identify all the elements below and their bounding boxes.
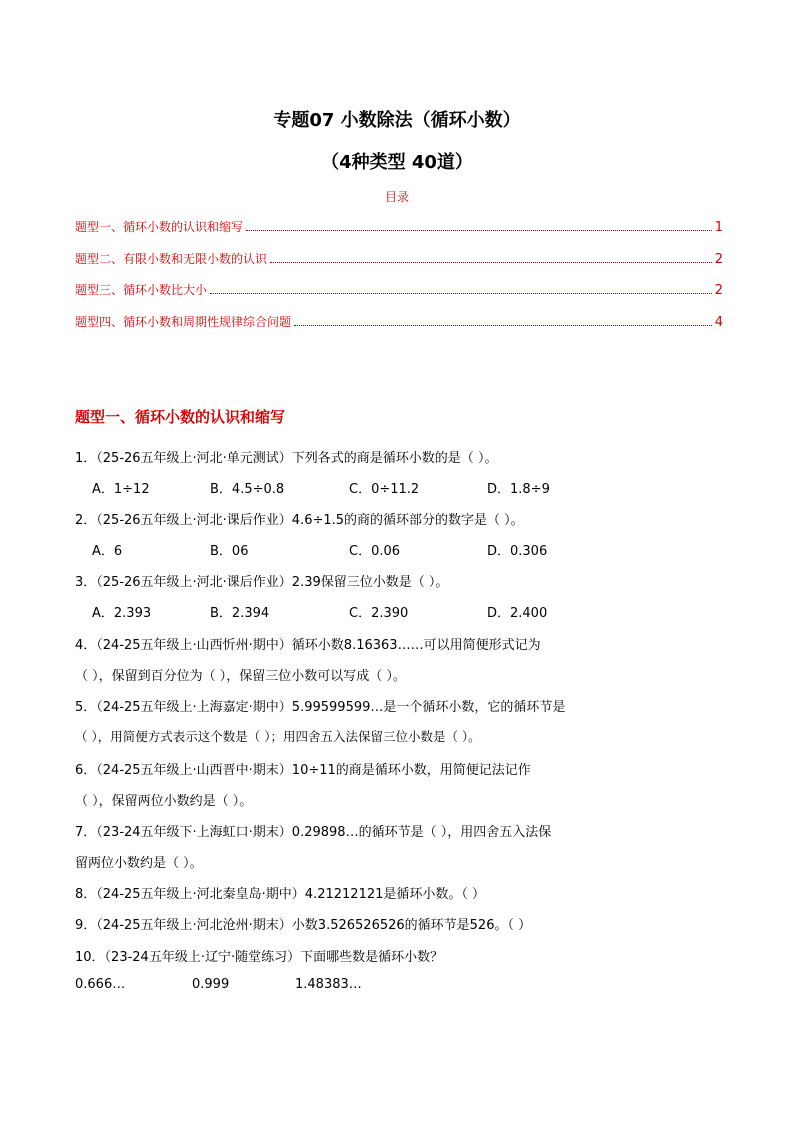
toc-item-2[interactable]: [75, 250, 723, 282]
toc-item-page: 2: [714, 283, 723, 298]
toc-leader-dots: [246, 230, 712, 231]
question-3: 3．（25-26五年级上·河北·课后作业）2.39̇保留三位小数是（ ）。: [75, 575, 449, 590]
document-title: 专题07 小数除法（循环小数）: [273, 110, 521, 131]
question-6-line-1: 6．（24-25五年级上·山西晋中·期末）10÷11的商是循环小数，用简便记法记作: [75, 763, 531, 778]
option-b: B．4.5÷0.8: [210, 482, 285, 497]
question-8: 8．（24-25五年级上·河北秦皇岛·期中）4.21212121是循环小数。（ ）: [75, 887, 486, 902]
option-a: A．2.393: [92, 606, 152, 621]
toc-leader-dots: [270, 262, 712, 263]
option-b: B．06: [210, 544, 249, 559]
toc-item-label: 题型一、循环小数的认识和缩写: [75, 220, 244, 234]
question-10: 10．（23-24五年级上·辽宁·随堂练习）下面哪些数是循环小数？: [75, 950, 444, 965]
toc-item-label: 题型四、循环小数和周期性规律综合问题: [75, 314, 292, 329]
question-5-line-1: 5．（24-25五年级上·上海嘉定·期中）5.99599599…是一个循环小数，它的循环节是: [75, 700, 566, 715]
toc-item-page: 2: [714, 251, 723, 267]
option-d: D．0.306: [487, 544, 548, 559]
question-7-line-1: 7．（23-24五年级下·上海虹口·期末）0.29898…的循环节是（ ），用四舍五入法保: [75, 825, 552, 840]
option-d: D．1.8÷9: [487, 482, 550, 497]
toc-item-4[interactable]: [75, 313, 723, 345]
question-6-line-2: （ ），保留两位小数约是（ ）。: [75, 794, 253, 809]
number-item: 1.48383…: [295, 977, 362, 992]
toc-heading: 目录: [384, 190, 409, 204]
toc-item-3[interactable]: [75, 281, 723, 313]
option-a: A．1÷12: [92, 482, 150, 497]
question-4-line-2: （ ），保留到百分位为（ ），保留三位小数可以写成（ ）。: [75, 669, 406, 684]
option-d: D．2.400: [487, 606, 548, 621]
question-4-line-1: 4．（24-25五年级上·山西忻州·期中）循环小数8.16363……可以用简便形式记为: [75, 638, 541, 653]
question-2: 2．（25-26五年级上·河北·课后作业）4.6÷1.5的商的循环部分的数字是（ ）。: [75, 513, 524, 528]
option-c: C．0÷11.2: [349, 482, 420, 497]
question-5-line-2: （ ），用简便方式表示这个数是（ ）；用四舍五入法保留三位小数是（ ）。: [75, 729, 481, 744]
toc-item-page: 1: [714, 220, 723, 235]
question-7-line-2: 留两位小数约是（ ）。: [75, 856, 203, 871]
option-b: B．2.394: [210, 606, 270, 621]
option-c: C．0.06: [349, 544, 401, 559]
document-subtitle: （4种类型 40道）: [321, 152, 473, 173]
toc-item-label: 题型三、循环小数比大小: [75, 283, 208, 297]
option-a: A．6: [92, 544, 123, 559]
toc-item-label: 题型二、有限小数和无限小数的认识: [75, 251, 268, 266]
section-heading: 题型一、循环小数的认识和缩写: [75, 408, 286, 426]
number-item: 0.666…: [75, 977, 126, 992]
toc-item-page: 4: [714, 314, 723, 330]
toc-leader-dots: [210, 293, 712, 294]
option-c: C．2.390: [349, 606, 409, 621]
question-1: 1．（25-26五年级上·河北·单元测试）下列各式的商是循环小数的是（ ）。: [75, 451, 498, 466]
toc-leader-dots: [294, 325, 712, 326]
number-item: 0.999: [192, 977, 230, 992]
table-of-contents: [75, 218, 723, 344]
toc-item-1[interactable]: [75, 218, 723, 250]
question-9: 9．（24-25五年级上·河北沧州·期末）小数3.526526526的循环节是526。（ ）: [75, 918, 532, 933]
